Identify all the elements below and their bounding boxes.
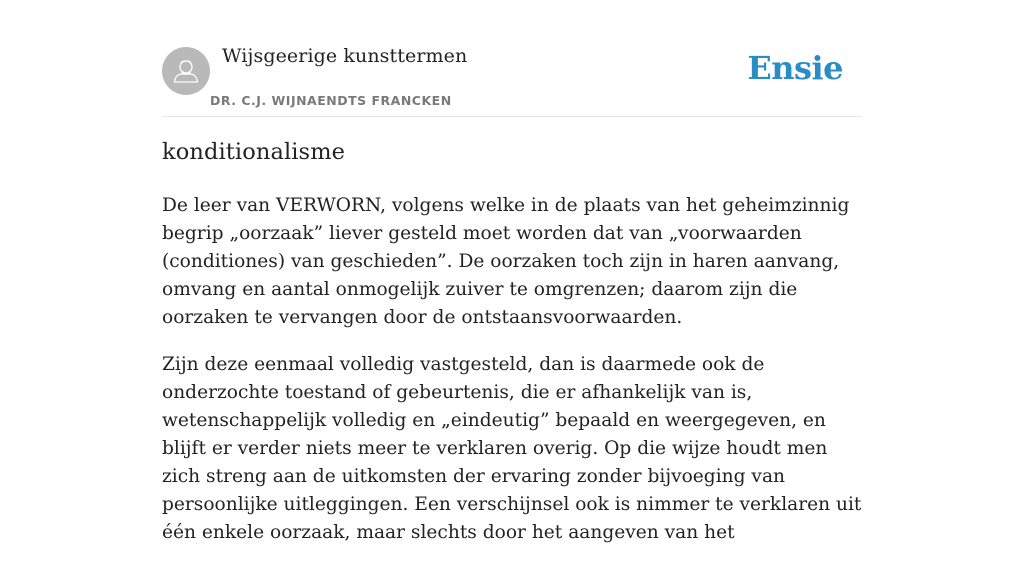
body-paragraph: De leer van VERWORN, volgens welke in de plaats van het geheimzinnig begrip „oorzaak” liever gesteld moet worden dat van „voorwaarden (conditiones) van geschieden”. De oorzaken toch zijn in haren aanvang, omvang en aantal onmogelijk zuiver te omgrenzen; daarom zijn die oorzaken te vervangen door de ontstaansvoorwaarden. [162, 195, 850, 328]
book-title[interactable]: Wijsgeerige kunsttermen [222, 45, 468, 67]
brand-logo-link[interactable]: Ensie [747, 49, 843, 87]
author-avatar[interactable] [162, 47, 210, 95]
header [162, 0, 862, 117]
user-outline-icon [162, 47, 210, 95]
body-paragraph: Zijn deze eenmaal volledig vastgesteld, dan is daarmede ook de onderzochte toestand of gebeurtenis, die er afhankelijk van is, wetenschappelijk volledig en „eindeutig” bepaald en weergegeven, en blijft er verder niets meer te verklaren overig. Op die wijze houdt men zich streng aan de uitkomsten der ervaring zonder bijvoeging van persoonlijke uitleggingen. Een verschijnsel ook is nimmer te verklaren uit één enkele oorzaak, maar slechts door het aangeven van het [162, 354, 862, 543]
content-column [162, 0, 862, 543]
entry-title: konditionalisme [162, 139, 346, 165]
author-name[interactable]: DR. C.J. WIJNAENDTS FRANCKEN [210, 93, 452, 108]
entry-body [162, 192, 862, 566]
